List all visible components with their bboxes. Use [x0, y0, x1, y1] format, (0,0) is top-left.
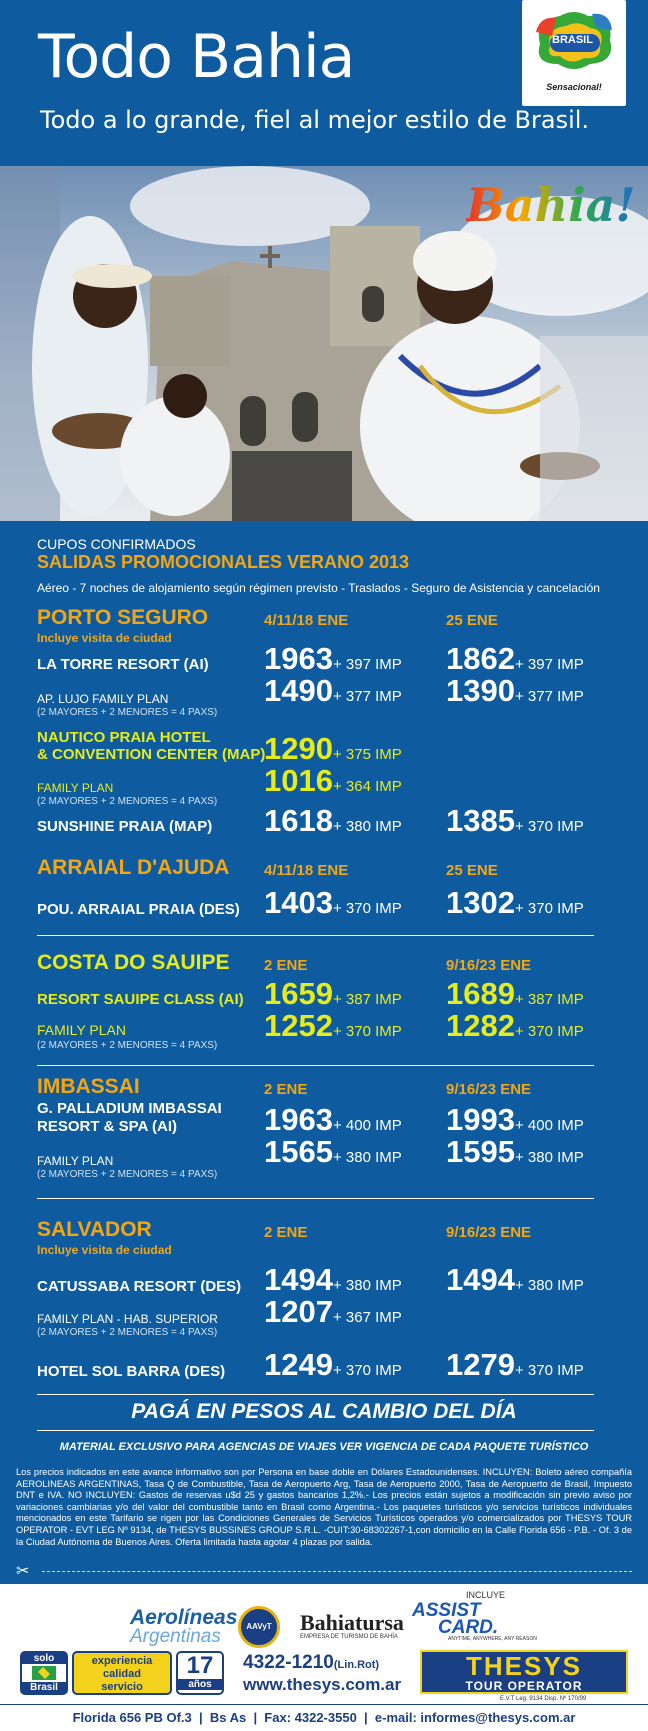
price: 1618+ 380 IMP [264, 803, 402, 838]
hotel-name: POU. ARRAIAL PRAIA (DES) [37, 901, 240, 918]
departure-date: 25 ENE [446, 862, 498, 879]
years-badge: 17 años [176, 1651, 224, 1695]
divider [37, 1394, 594, 1395]
section-title: SALVADOR [37, 1218, 152, 1241]
price: 1403+ 370 IMP [264, 885, 402, 920]
plan-note: (2 MAYORES + 2 MENORES = 4 PAXS) [37, 1169, 218, 1180]
contact-address: Florida 656 PB Of.3 | Bs As | Fax: 4322-3550 | e-mail: informes@thesys.com.ar [72, 1710, 576, 1725]
assist-card-logo: ASSIST CARD. ANYTIME, ANYWHERE, ANY REASON [412, 1600, 537, 1642]
price: 1494+ 380 IMP [264, 1262, 402, 1297]
scissors-icon: ✂ [16, 1563, 30, 1580]
departure-date: 2 ENE [264, 1081, 308, 1098]
departure-date: 9/16/23 ENE [446, 1081, 532, 1098]
price: 1290+ 375 IMP [264, 731, 402, 766]
hotel-name: G. PALLADIUM IMBASSAI [37, 1100, 222, 1117]
price: 1490+ 377 IMP [264, 673, 402, 708]
price: 1963+ 400 IMP [264, 1102, 402, 1137]
section-title: PORTO SEGURO [37, 606, 209, 629]
footer [0, 1584, 648, 1731]
bahiatursa-logo: Bahiatursa EMPRESA DE TURISMO DE BAHÍA [300, 1610, 404, 1640]
departure-date: 2 ENE [264, 957, 308, 974]
evt-license: E.V.T Leg. 9134 Disp. Nº 170/99 [500, 1696, 587, 1702]
price: 1385+ 370 IMP [446, 803, 584, 838]
divider [37, 1198, 594, 1199]
departure-date: 9/16/23 ENE [446, 1224, 532, 1241]
solo-brasil-badge: solo Brasil [20, 1651, 68, 1695]
payment-banner: PAGÁ EN PESOS AL CAMBIO DEL DÍA [131, 1400, 517, 1423]
departure-date: 4/11/18 ENE [264, 862, 349, 879]
cut-line [42, 1571, 632, 1572]
plan-note: (2 MAYORES + 2 MENORES = 4 PAXS) [37, 707, 218, 718]
promo-kicker: CUPOS CONFIRMADOS [37, 536, 196, 552]
price: 1016+ 364 IMP [264, 763, 402, 798]
departure-date: 2 ENE [264, 1224, 308, 1241]
divider [37, 935, 594, 936]
section-title: COSTA DO SAUIPE [37, 951, 230, 974]
price: 1207+ 367 IMP [264, 1294, 402, 1329]
brasil-logo [522, 0, 626, 106]
price: 1595+ 380 IMP [446, 1134, 584, 1169]
price: 1249+ 370 IMP [264, 1347, 402, 1382]
hotel-name: SUNSHINE PRAIA (MAP) [37, 818, 213, 835]
price: 1689+ 387 IMP [446, 976, 584, 1011]
departure-date: 25 ENE [446, 612, 498, 629]
price: 1993+ 400 IMP [446, 1102, 584, 1137]
plan-note: (2 MAYORES + 2 MENORES = 4 PAXS) [37, 1327, 218, 1338]
hotel-name: NAUTICO PRAIA HOTEL [37, 729, 211, 746]
hotel-name: AP. LUJO FAMILY PLAN [37, 692, 169, 706]
incluye-label: INCLUYE [466, 1590, 506, 1600]
plan-note: (2 MAYORES + 2 MENORES = 4 PAXS) [37, 796, 218, 807]
promo-includes: Aéreo - 7 noches de alojamiento según régimen previsto - Traslados - Seguro de Asistencia y cancelación [37, 581, 600, 595]
section-title: ARRAIAL D'AJUDA [37, 856, 230, 879]
promo-headline: SALIDAS PROMOCIONALES VERANO 2013 [37, 552, 410, 572]
price: 1494+ 380 IMP [446, 1262, 584, 1297]
price: 1659+ 387 IMP [264, 976, 402, 1011]
hotel-name: FAMILY PLAN [37, 781, 114, 795]
thesys-logo: THESYS TOUR OPERATOR [420, 1650, 628, 1694]
page-title: Todo Bahia [38, 22, 355, 92]
section-note: Incluye visita de ciudad [37, 631, 172, 645]
agency-notice: MATERIAL EXCLUSIVO PARA AGENCIAS DE VIAJES VER VIGENCIA DE CADA PAQUETE TURÍSTICO [59, 1441, 589, 1453]
phone-number: 4322-1210(Lin.Rot) [243, 1652, 380, 1673]
quality-badge: experiencia calidad servicio [72, 1651, 172, 1695]
hotel-name-line2: & CONVENTION CENTER (MAP) [37, 746, 266, 763]
price: 1302+ 370 IMP [446, 885, 584, 920]
bahia-logo: Bahia! [466, 178, 636, 232]
hotel-name: LA TORRE RESORT (AI) [37, 656, 209, 673]
hotel-name: HOTEL SOL BARRA (DES) [37, 1363, 226, 1380]
website-link[interactable]: www.thesys.com.ar [243, 1675, 402, 1694]
section-note: Incluye visita de ciudad [37, 1243, 172, 1257]
brasil-logo-text: BRASIL [552, 34, 593, 46]
hotel-name: FAMILY PLAN [37, 1022, 126, 1038]
legal-text: Los precios indicados en este avance informativo son por Persona en base doble en Dólares Estadounidenses. INCLUYEN: Boleto aéreo compañía AEROLINEAS ARGENTINAS, Tasa Q de Combustible, Tasa de Aeropuerto Arg, Tasa de Aeropuerto 2000, Tasa de Aeropuerto de Brasil, Impuesto DNT e IVA. NO INCLUYEN: Gastos de reservas u$d 25 y gastos bancarios 1,2%.- Los precios están sujetos a modificación sin previo aviso por variaciones cambiarias y/o del valor del combustible tanto en Brasil como Argentina.- Los paquetes turísticos y/o servicios turísticos individuales mencionados en este Tarifario se rigen por las Condiciones Generales de Servicios Turísticos operados y/o comercializados por THESYS TOUR OPERATOR - EVT LEG Nº 9134, de THESYS BUSSINES GROUP S.R.L. -CUIT:30-68302267-1,con domicilio en la Calle Florida 656 - P.B. - Of. 3 de la Ciudad Autónoma de Buenos Aires. Oferta limitada hasta agotar 4 plazas por salida. [16, 1467, 632, 1547]
price: 1252+ 370 IMP [264, 1008, 402, 1043]
price: 1279+ 370 IMP [446, 1347, 584, 1382]
divider [37, 1430, 594, 1431]
hotel-name: FAMILY PLAN [37, 1154, 114, 1168]
header [0, 0, 648, 166]
aavyt-logo: AAVyT [238, 1606, 280, 1648]
hotel-name: CATUSSABA RESORT (DES) [37, 1278, 242, 1295]
departure-date: 4/11/18 ENE [264, 612, 349, 629]
page-subtitle: Todo a lo grande, fiel al mejor estilo de Brasil. [40, 106, 590, 134]
hotel-name-line2: RESORT & SPA (AI) [37, 1118, 178, 1135]
plan-note: (2 MAYORES + 2 MENORES = 4 PAXS) [37, 1040, 218, 1051]
hotel-name: FAMILY PLAN - HAB. SUPERIOR [37, 1312, 218, 1326]
price: 1565+ 380 IMP [264, 1134, 402, 1169]
price: 1862+ 397 IMP [446, 641, 584, 676]
divider [37, 1065, 594, 1066]
price: 1963+ 397 IMP [264, 641, 402, 676]
price: 1282+ 370 IMP [446, 1008, 584, 1043]
price: 1390+ 377 IMP [446, 673, 584, 708]
departure-date: 9/16/23 ENE [446, 957, 532, 974]
divider [0, 1704, 648, 1705]
aerolineas-logo: Aerolíneas Argentinas [130, 1606, 238, 1647]
brasil-tagline: Sensacional! [546, 82, 602, 92]
bahia-photo [0, 166, 648, 521]
section-title: IMBASSAI [37, 1075, 140, 1098]
hotel-name: RESORT SAUIPE CLASS (AI) [37, 991, 244, 1008]
brazil-flag-icon [32, 1666, 56, 1680]
